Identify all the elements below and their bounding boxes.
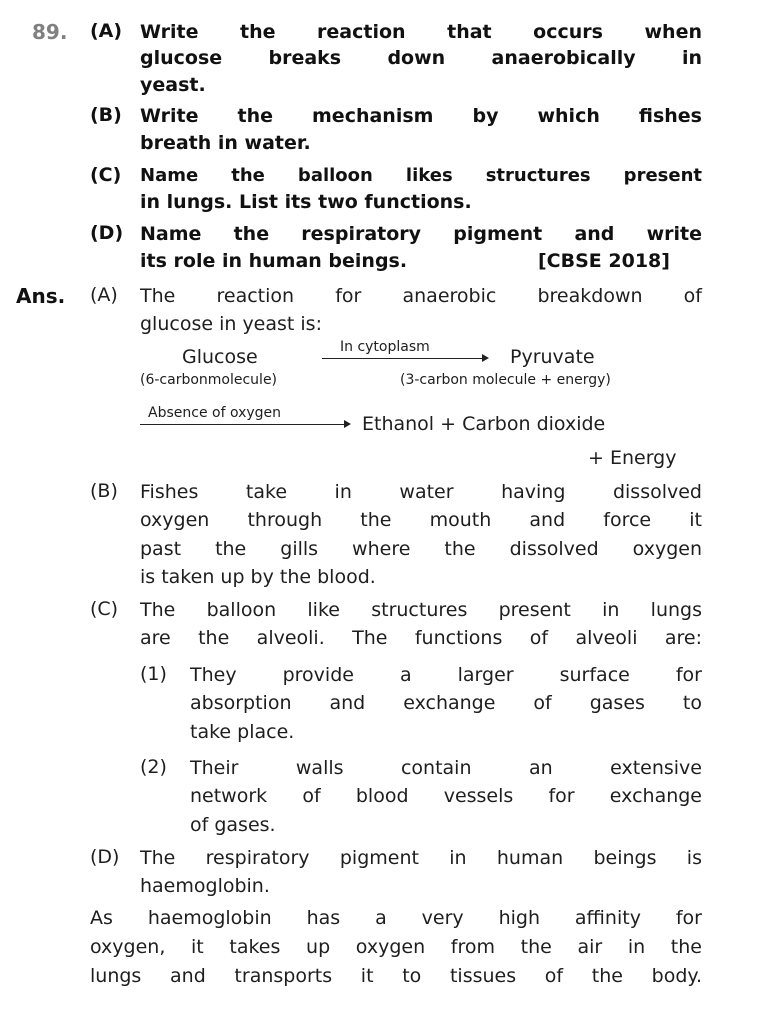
question-part-b-line-1: Write the mechanism by which fishes xyxy=(140,105,702,127)
question-part-c-line-2: in lungs. List its two functions. xyxy=(140,191,472,213)
answer-d-line-2: haemoglobin. xyxy=(140,875,270,897)
question-part-a-line-3: yeast. xyxy=(140,74,206,96)
answer-c-point-2-line-2: network of blood vessels for exchange xyxy=(190,785,702,807)
question-part-c-line-1: Name the balloon likes structures present xyxy=(140,165,702,186)
question-part-b-line-2: breath in water. xyxy=(140,132,311,154)
answer-label: Ans. xyxy=(16,284,66,308)
reaction-arrow2-label: Absence of oxygen xyxy=(148,405,282,421)
question-part-c-label: (C) xyxy=(90,164,122,186)
answer-b-label: (B) xyxy=(90,480,118,502)
answer-b-line-2: oxygen through the mouth and force it xyxy=(140,509,702,531)
reaction-product3: + Energy xyxy=(588,447,677,469)
answer-b-line-3: past the gills where the dissolved oxygen xyxy=(140,538,702,560)
reaction-arrow1-label: In cytoplasm xyxy=(340,339,430,355)
answer-d-label: (D) xyxy=(90,846,120,868)
reaction-reactant: Glucose xyxy=(182,346,258,368)
answer-c-line-2: are the alveoli. The functions of alveoli are: xyxy=(140,627,702,649)
reaction-arrow2 xyxy=(140,424,344,425)
reaction-arrow2-head xyxy=(344,420,351,428)
question-part-d-line-1: Name the respiratory pigment and write xyxy=(140,223,702,245)
reaction-arrow1 xyxy=(322,358,482,359)
answer-a-label: (A) xyxy=(90,284,118,306)
question-number: 89. xyxy=(32,20,68,44)
reaction-reactant-note: (6-carbonmolecule) xyxy=(140,372,278,388)
answer-c-point-1-line-2: absorption and exchange of gases to xyxy=(190,692,702,714)
question-part-a-label: (A) xyxy=(90,20,123,42)
question-part-d-line-2: its role in human beings. xyxy=(140,250,408,272)
answer-c-line-1: The balloon like structures present in lungs xyxy=(140,599,702,621)
answer-a-line-1: The reaction for anaerobic breakdown of xyxy=(140,285,702,307)
answer-c-point-1-label: (1) xyxy=(140,663,167,685)
reaction-product1: Pyruvate xyxy=(510,346,595,368)
answer-c-point-2-line-3: of gases. xyxy=(190,814,276,836)
closing-line-2: oxygen, it takes up oxygen from the air in the xyxy=(90,936,702,958)
question-part-b-label: (B) xyxy=(90,104,122,126)
answer-b-line-4: is taken up by the blood. xyxy=(140,566,376,588)
answer-c-label: (C) xyxy=(90,598,119,620)
question-part-a-line-1: Write the reaction that occurs when xyxy=(140,21,702,43)
closing-line-3: lungs and transports it to tissues of the body. xyxy=(90,965,702,987)
answer-c-point-1-line-3: take place. xyxy=(190,721,295,743)
question-part-a-line-2: glucose breaks down anaerobically in xyxy=(140,47,702,69)
reaction-product2: Ethanol + Carbon dioxide xyxy=(362,413,606,435)
answer-d-line-1: The respiratory pigment in human beings is xyxy=(140,847,702,869)
reaction-arrow1-head xyxy=(482,354,489,362)
reaction-product1-note: (3-carbon molecule + energy) xyxy=(400,372,611,388)
answer-c-point-2-label: (2) xyxy=(140,756,167,778)
question-source: [CBSE 2018] xyxy=(538,250,670,272)
answer-a-line-2: glucose in yeast is: xyxy=(140,313,322,335)
answer-b-line-1: Fishes take in water having dissolved xyxy=(140,481,702,503)
answer-c-point-1-line-1: They provide a larger surface for xyxy=(190,664,702,686)
answer-c-point-2-line-1: Their walls contain an extensive xyxy=(190,757,702,779)
question-part-d-label: (D) xyxy=(90,222,124,244)
closing-line-1: As haemoglobin has a very high affinity for xyxy=(90,907,702,929)
